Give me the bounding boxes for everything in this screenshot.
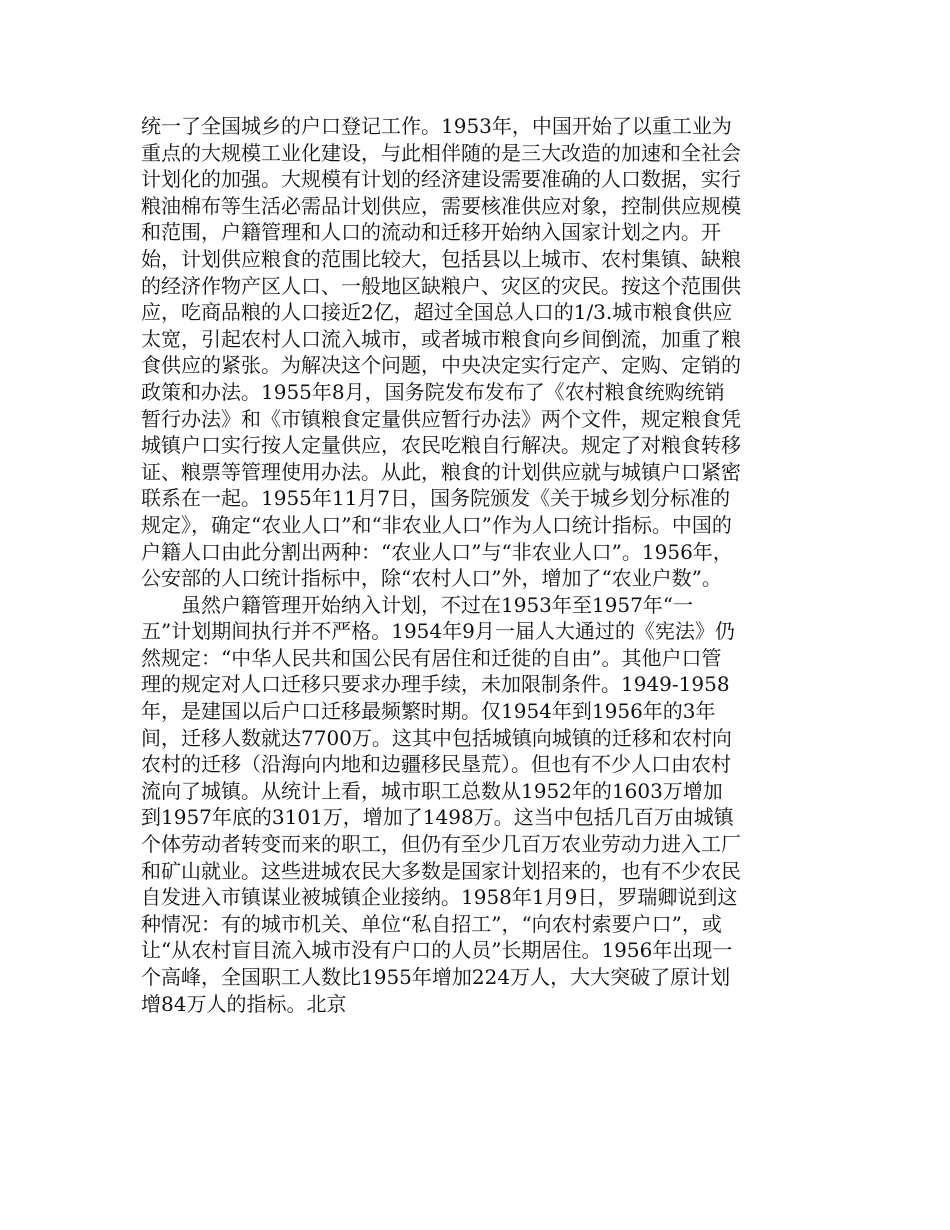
- paragraph-1: 统一了全国城乡的户口登记工作。1953年，中国开始了以重工业为重点的大规模工业化建设，与此相伴随的是三大改造的加速和全社会计划化的加强。大规模有计划的经济建设需要准确的人口数据，实行粮油棉布等生活必需品计划供应，需要核准供应对象，控制供应规模和范围，户籍管理和人口的流动和迁移开始纳入国家计划之内。开始，计划供应粮食的范围比较大，包括县以上城市、农村集镇、缺粮的经济作物产区人口、一般地区缺粮户、灾区的灾民。按这个范围供应，吃商品粮的人口接近2亿，超过全国总人口的1/3.城市粮食供应太宽，引起农村人口流入城市，或者城市粮食向乡间倒流，加重了粮食供应的紧张。为解决这个问题，中央决定实行定产、定购、定销的政策和办法。1955年8月，国务院发布发布了《农村粮食统购统销暂行办法》和《市镇粮食定量供应暂行办法》两个文件，规定粮食凭城镇户口实行按人定量供应，农民吃粮自行解决。规定了对粮食转移证、粮票等管理使用办法。从此，粮食的计划供应就与城镇户口紧密联系在一起。1955年11月7日，国务院颁发《关于城乡划分标准的规定》，确定“农业人口”和“非农业人口”作为人口统计指标。中国的户籍人口由此分割出两种：“农业人口”与“非农业人口”。1956年，公安部的人口统计指标中，除“农村人口”外，增加了“农业户数”。: [141, 114, 741, 591]
- paragraph-2: 虽然户籍管理开始纳入计划，不过在1953年至1957年“一五”计划期间执行并不严格。1954年9月一届人大通过的《宪法》仍然规定：“中华人民共和国公民有居住和迁徙的自由”。其他户口管理的规定对人口迁移只要求办理手续，未加限制条件。1949-1958年，是建国以后户口迁移最频繁时期。仅1954年到1956年的3年间，迁移人数就达7700万。这其中包括城镇向城镇的迁移和农村向农村的迁移（沿海向内地和边疆移民垦荒）。但也有不少人口由农村流向了城镇。从统计上看，城市职工总数从1952年的1603万增加到1957年底的3101万，增加了1498万。这当中包括几百万由城镇个体劳动者转变而来的职工，但仍有至少几百万农业劳动力进入工厂和矿山就业。这些进城农民大多数是国家计划招来的，也有不少农民自发进入市镇谋业被城镇企业接纳。1958年1月9日，罗瑞卿说到这种情况：有的城市机关、单位“私自招工”，“向农村索要户口”，或让“从农村盲目流入城市没有户口的人员”长期居住。1956年出现一个高峰，全国职工人数比1955年增加224万人，大大突破了原计划增84万人的指标。北京: [141, 592, 741, 1016]
- body-text: [141, 113, 741, 1017]
